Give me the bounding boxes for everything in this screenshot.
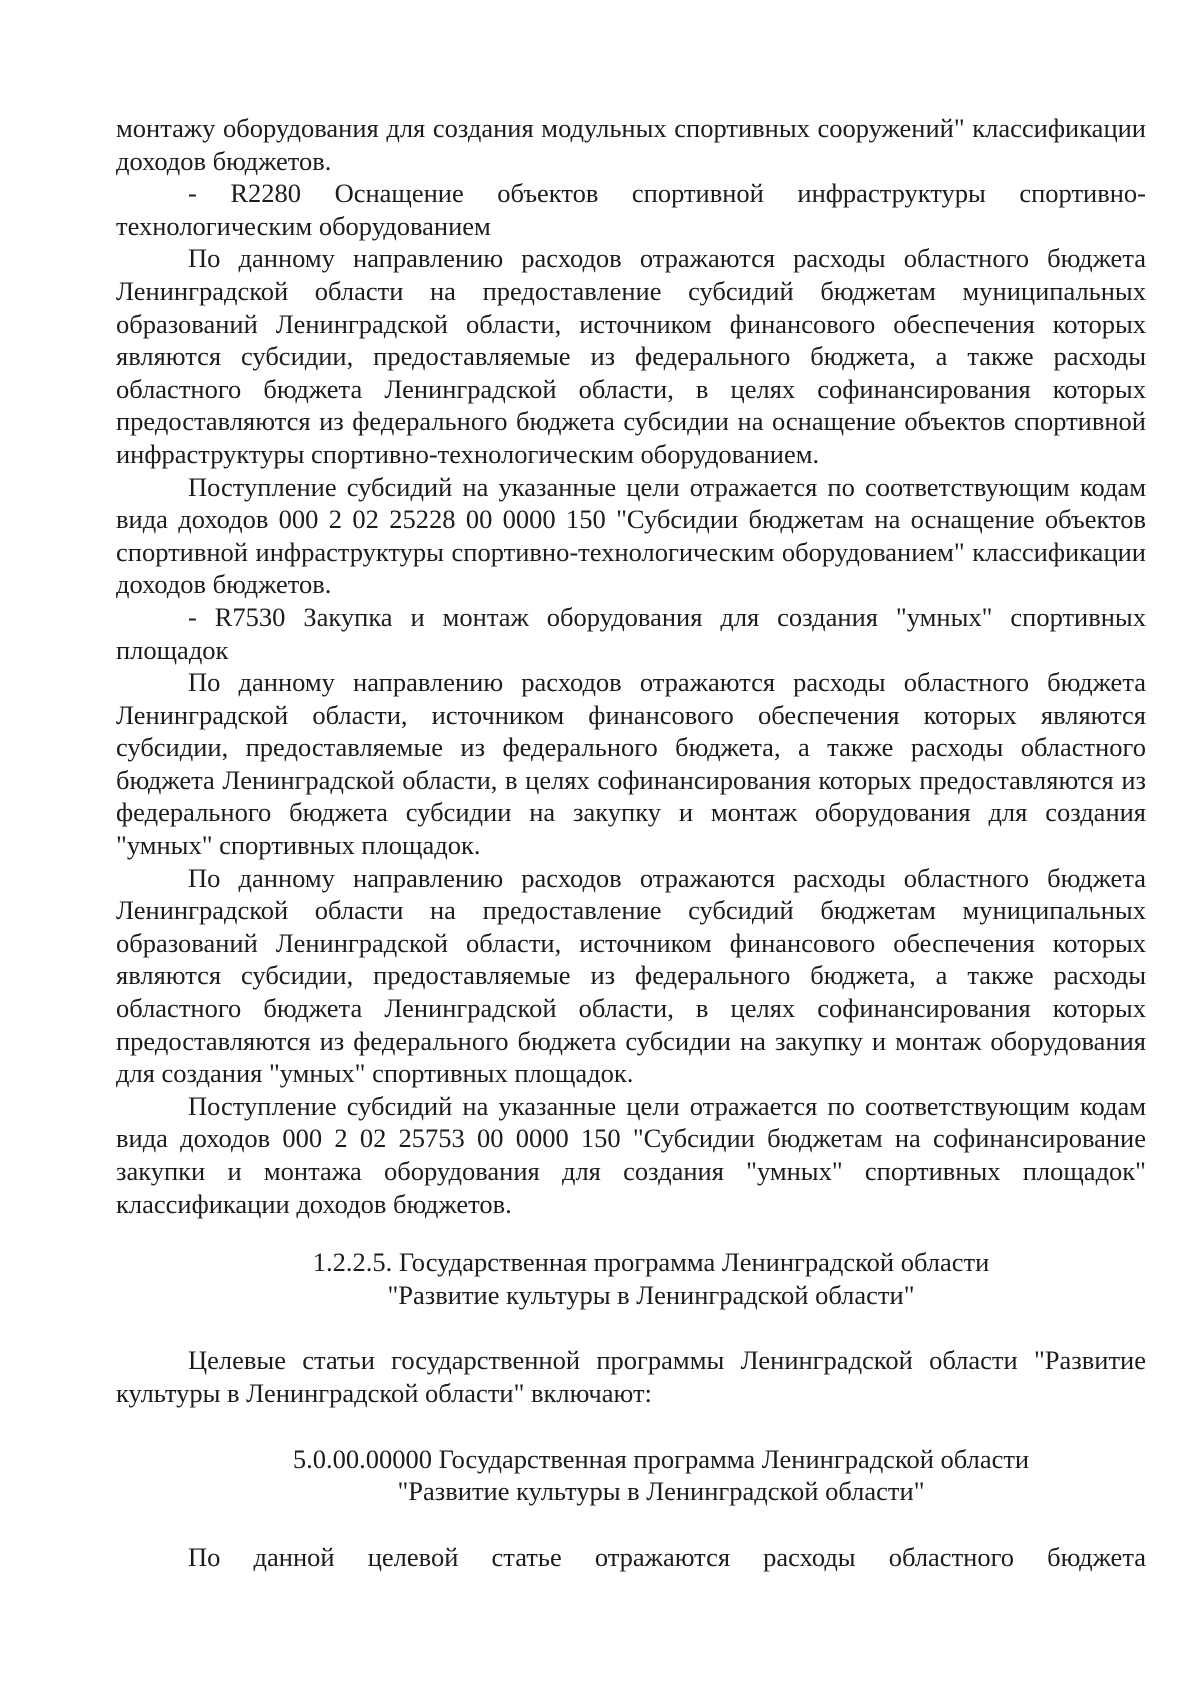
- paragraph: Целевые статьи государственной программы Ленинградской области "Развитие культуры в Ленинградской области" включают:: [116, 1345, 1146, 1408]
- subsection-heading-line2: "Развитие культуры в Ленинградской области": [397, 1476, 925, 1507]
- paragraph: По данному направлению расходов отражаются расходы областного бюджета Ленинградской области на предоставление субсидий бюджетам муниципальных образований Ленинградской области, источником финансового обеспечения которых являются субсидии, предоставляемые из федерального бюджета, а также расходы областного бюджета Ленинградской области, в целях софинансирования которых предоставляются из федерального бюджета субсидии на закупку и монтаж оборудования для создания "умных" спортивных площадок.: [116, 862, 1146, 1089]
- section-heading: [116, 1246, 1146, 1311]
- document-page: [116, 112, 1146, 1573]
- paragraph: По данному направлению расходов отражаются расходы областного бюджета Ленинградской области, источником финансового обеспечения которых являются субсидии, предоставляемые из федерального бюджета, а также расходы областного бюджета Ленинградской области, в целях софинансирования которых предоставляются из федерального бюджета субсидии на закупку и монтаж оборудования для создания "умных" спортивных площадок.: [116, 667, 1146, 861]
- subsection-heading-line1: 5.0.00.00000 Государственная программа Ленинградской области: [292, 1443, 1030, 1474]
- spacer: [116, 1410, 1146, 1443]
- paragraph: монтажу оборудования для создания модульных спортивных сооружений" классификации доходов бюджетов.: [116, 113, 1146, 176]
- paragraph: Поступление субсидий на указанные цели отражается по соответствующим кодам вида доходов 000 2 02 25228 00 0000 150 "Субсидии бюджетам на оснащение объектов спортивной инфраструктуры спортивно-технологическим оборудованием" классификации доходов бюджетов.: [116, 471, 1146, 600]
- paragraph: По данной целевой статье отражаются расходы областного бюджета: [188, 1541, 1146, 1572]
- section-heading-line1: 1.2.2.5. Государственная программа Ленинградской области: [312, 1247, 990, 1278]
- paragraph: - R2280 Оснащение объектов спортивной инфраструктуры спортивно-технологическим оборудованием: [116, 178, 1146, 241]
- spacer: [116, 1220, 1146, 1246]
- paragraph: По данному направлению расходов отражаются расходы областного бюджета Ленинградской области на предоставление субсидий бюджетам муниципальных образований Ленинградской области, источником финансового обеспечения которых являются субсидии, предоставляемые из федерального бюджета, а также расходы областного бюджета Ленинградской области, в целях софинансирования которых предоставляются из федерального бюджета субсидии на оснащение объектов спортивной инфраструктуры спортивно-технологическим оборудованием.: [116, 243, 1146, 469]
- subsection-heading: [116, 1443, 1146, 1508]
- spacer: [116, 1508, 1146, 1541]
- paragraph: - R7530 Закупка и монтаж оборудования для создания "умных" спортивных площадок: [116, 601, 1146, 665]
- section-heading-line2: "Развитие культуры в Ленинградской области": [387, 1279, 915, 1310]
- spacer: [116, 1311, 1146, 1344]
- paragraph: Поступление субсидий на указанные цели отражается по соответствующим кодам вида доходов 000 2 02 25753 00 0000 150 "Субсидии бюджетам на софинансирование закупки и монтажа оборудования для создания "умных" спортивных площадок" классификации доходов бюджетов.: [116, 1090, 1146, 1219]
